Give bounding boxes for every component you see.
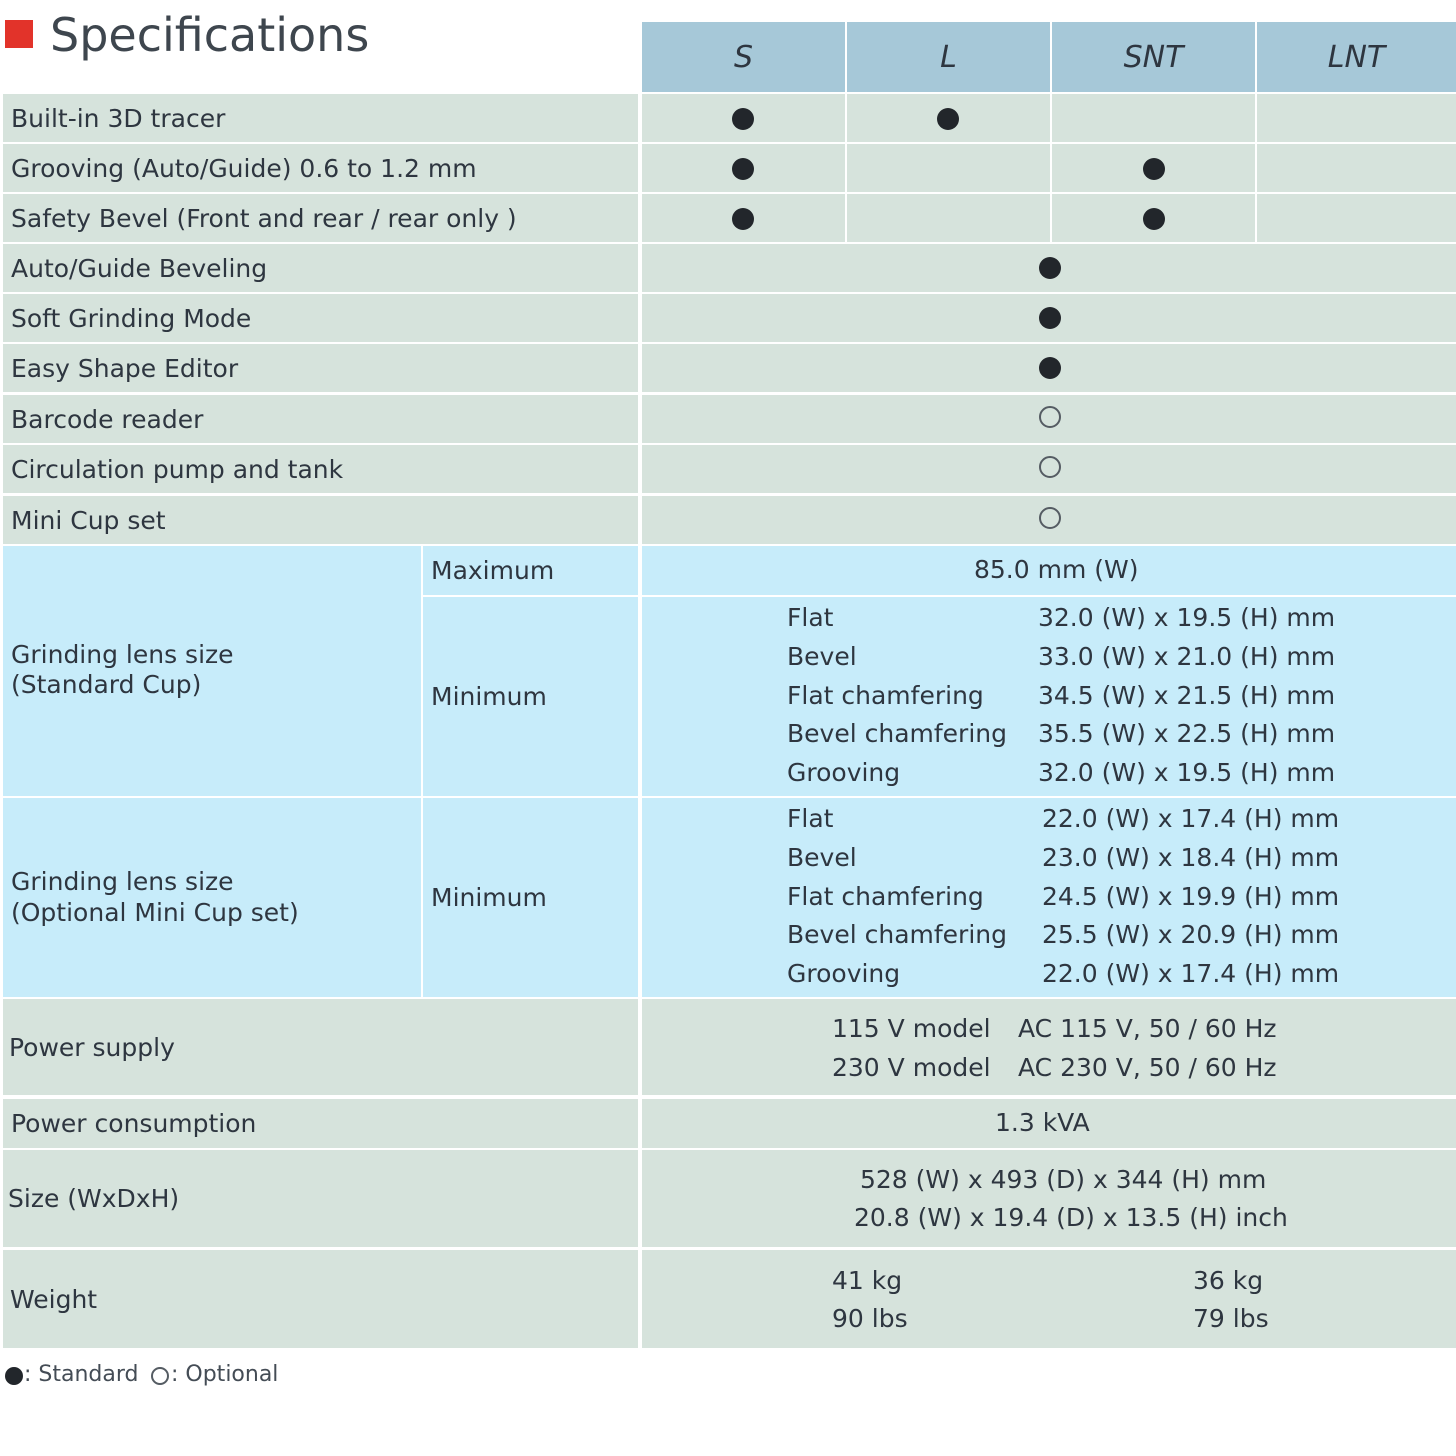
model-header-snt: SNT	[1052, 22, 1255, 92]
feature-label: Auto/Guide Beveling	[3, 244, 638, 292]
power-value: AC 115 V, 50 / 60 Hz	[1018, 1014, 1277, 1043]
feature-cell-all	[642, 395, 1456, 443]
feature-cell	[1052, 94, 1255, 142]
feature-label: Circulation pump and tank	[3, 445, 638, 493]
min-row-name: Bevel chamfering	[787, 719, 1007, 748]
min-row-name: Grooving	[787, 959, 901, 988]
legend-optional-text: : Optional	[171, 1362, 279, 1387]
grinding-standard-max-label: Maximum	[423, 546, 638, 595]
model-header-s: S	[642, 22, 845, 92]
min-row-name: Bevel chamfering	[787, 920, 1007, 949]
grinding-optional-label-cell	[3, 798, 421, 997]
legend-optional-icon	[151, 1367, 169, 1385]
feature-cell	[1257, 94, 1456, 142]
feature-cell	[642, 94, 845, 142]
feature-label: Barcode reader	[3, 395, 638, 443]
optional-circle-icon	[1039, 507, 1061, 529]
min-row-value: 24.5 (W) x 19.9 (H) mm	[1042, 882, 1340, 911]
grinding-optional-label-line2: (Optional Mini Cup set)	[11, 898, 299, 927]
size-inch: 20.8 (W) x 19.4 (D) x 13.5 (H) inch	[854, 1203, 1288, 1232]
grinding-standard-min-label: Minimum	[423, 597, 638, 796]
weight-left-lbs: 90 lbs	[832, 1304, 908, 1333]
standard-dot-icon	[732, 108, 754, 130]
feature-label: Mini Cup set	[3, 496, 638, 544]
standard-dot-icon	[732, 208, 754, 230]
feature-cell	[847, 94, 1050, 142]
power-model: 230 V model	[832, 1053, 991, 1082]
title-marker	[5, 20, 33, 48]
min-row-value: 32.0 (W) x 19.5 (H) mm	[1038, 603, 1336, 632]
grinding-standard-label-cell	[3, 546, 421, 796]
feature-cell	[1257, 194, 1456, 242]
min-row-name: Flat chamfering	[787, 681, 984, 710]
feature-label: Soft Grinding Mode	[3, 294, 638, 342]
standard-dot-icon	[1143, 208, 1165, 230]
standard-dot-icon	[1039, 257, 1061, 279]
model-header-l: L	[847, 22, 1050, 92]
legend-standard-icon	[5, 1367, 23, 1385]
min-row-value: 32.0 (W) x 19.5 (H) mm	[1038, 758, 1336, 787]
grinding-standard-max-value: 85.0 mm (W)	[974, 555, 1139, 584]
min-row-value: 22.0 (W) x 17.4 (H) mm	[1042, 804, 1340, 833]
size-cell	[642, 1150, 1456, 1247]
power-consumption-value: 1.3 kVA	[995, 1108, 1090, 1137]
grinding-optional-label-line1: Grinding lens size	[11, 867, 234, 896]
feature-cell-all	[642, 445, 1456, 493]
min-row-value: 25.5 (W) x 20.9 (H) mm	[1042, 920, 1340, 949]
feature-label: Built-in 3D tracer	[3, 94, 638, 142]
min-row-value: 33.0 (W) x 21.0 (H) mm	[1038, 642, 1336, 671]
weight-left-kg: 41 kg	[832, 1266, 903, 1295]
min-row-name: Bevel	[787, 642, 857, 671]
feature-cell	[642, 144, 845, 192]
feature-cell-all	[642, 344, 1456, 392]
min-row-value: 34.5 (W) x 21.5 (H) mm	[1038, 681, 1336, 710]
min-row-name: Bevel	[787, 843, 857, 872]
weight-label: Weight	[3, 1250, 638, 1348]
power-supply-label: Power supply	[3, 999, 638, 1095]
grinding-optional-min-cell	[642, 798, 1456, 997]
legend-standard-text: : Standard	[24, 1362, 139, 1387]
min-row-name: Flat	[787, 804, 834, 833]
feature-cell-all	[642, 244, 1456, 292]
min-row-value: 23.0 (W) x 18.4 (H) mm	[1042, 843, 1340, 872]
feature-label: Safety Bevel (Front and rear / rear only )	[3, 194, 638, 242]
feature-cell-all	[642, 496, 1456, 544]
min-row-name: Flat chamfering	[787, 882, 984, 911]
grinding-standard-label-line1: Grinding lens size	[11, 640, 234, 669]
weight-right-kg: 36 kg	[1193, 1266, 1264, 1295]
grinding-standard-label-line2: (Standard Cup)	[11, 670, 202, 699]
standard-dot-icon	[937, 108, 959, 130]
model-header-lnt: LNT	[1257, 22, 1456, 92]
grinding-standard-min-cell	[642, 597, 1456, 796]
feature-cell-all	[642, 294, 1456, 342]
power-consumption-cell	[642, 1099, 1456, 1148]
min-row-name: Grooving	[787, 758, 901, 787]
standard-dot-icon	[1039, 357, 1061, 379]
weight-right-lbs: 79 lbs	[1193, 1304, 1269, 1333]
feature-label: Easy Shape Editor	[3, 344, 638, 392]
grinding-standard-max-cell	[642, 546, 1456, 595]
power-value: AC 230 V, 50 / 60 Hz	[1018, 1053, 1277, 1082]
min-row-value: 35.5 (W) x 22.5 (H) mm	[1038, 719, 1336, 748]
page-title: Specifications	[50, 8, 370, 62]
optional-circle-icon	[1039, 456, 1061, 478]
feature-cell	[1257, 144, 1456, 192]
feature-label: Grooving (Auto/Guide) 0.6 to 1.2 mm	[3, 144, 638, 192]
feature-cell	[847, 194, 1050, 242]
weight-cell	[642, 1250, 1456, 1348]
min-row-value: 22.0 (W) x 17.4 (H) mm	[1042, 959, 1340, 988]
feature-cell	[1052, 194, 1255, 242]
feature-cell	[1052, 144, 1255, 192]
power-supply-cell	[642, 999, 1456, 1095]
grinding-optional-min-label: Minimum	[423, 798, 638, 997]
size-label: Size (WxDxH)	[3, 1150, 638, 1247]
standard-dot-icon	[732, 158, 754, 180]
optional-circle-icon	[1039, 406, 1061, 428]
power-consumption-label: Power consumption	[3, 1099, 638, 1148]
feature-cell	[847, 144, 1050, 192]
feature-cell	[642, 194, 845, 242]
standard-dot-icon	[1143, 158, 1165, 180]
standard-dot-icon	[1039, 307, 1061, 329]
power-model: 115 V model	[832, 1014, 991, 1043]
size-mm: 528 (W) x 493 (D) x 344 (H) mm	[860, 1165, 1267, 1194]
min-row-name: Flat	[787, 603, 834, 632]
